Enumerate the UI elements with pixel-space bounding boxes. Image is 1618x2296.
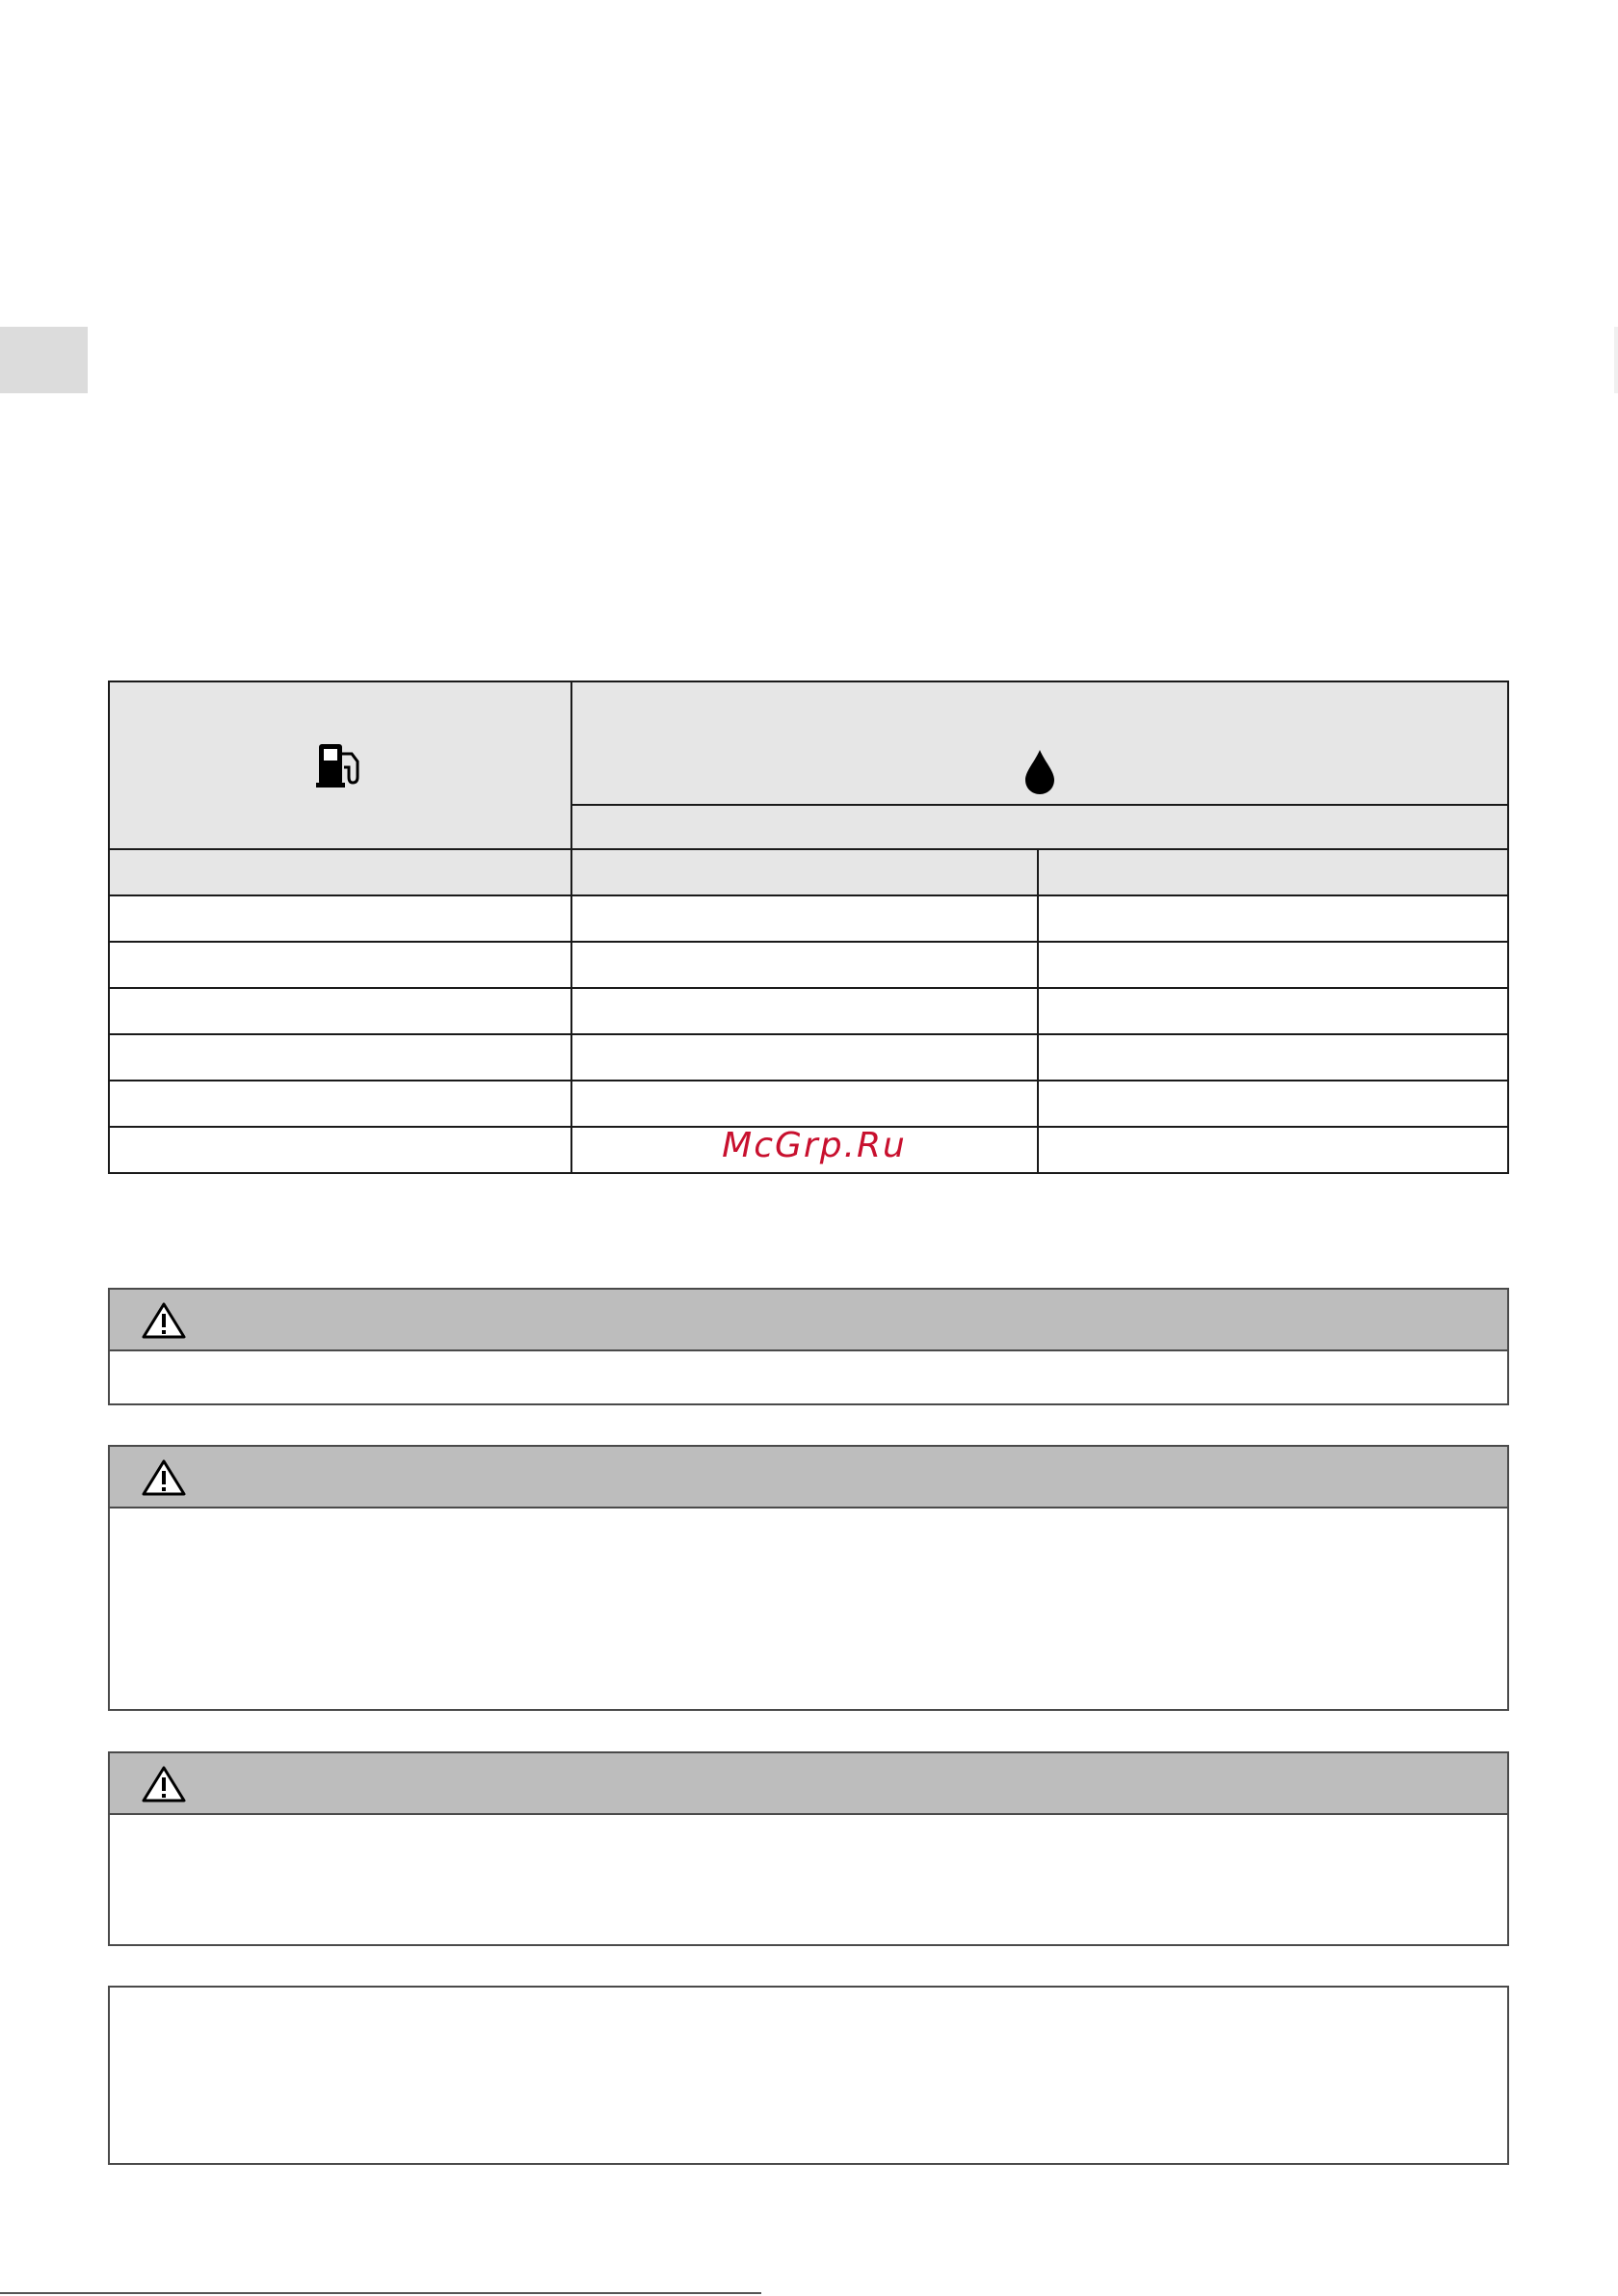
table-row [109, 1081, 1508, 1127]
table-row [109, 988, 1508, 1034]
table-header-cell [109, 849, 571, 895]
warning-header [110, 1290, 1507, 1351]
table-cell [109, 942, 571, 988]
table-cell [109, 1081, 571, 1127]
warning-header [110, 1447, 1507, 1508]
note-box [108, 1986, 1509, 2165]
table-cell [571, 942, 1038, 988]
table-row [109, 942, 1508, 988]
table-cell [1038, 1081, 1508, 1127]
warning-triangle-icon [141, 1765, 187, 1803]
table-header-cell [571, 849, 1038, 895]
warning-header [110, 1753, 1507, 1815]
fuel-header-cell [109, 681, 571, 849]
fuel-pump-icon [315, 740, 365, 790]
table-cell [109, 1034, 571, 1081]
footer-divider [0, 2292, 761, 2294]
table-cell [1038, 1127, 1508, 1173]
oil-subheader-cell [571, 805, 1508, 849]
table-cell [1038, 988, 1508, 1034]
table-cell [1038, 895, 1508, 942]
table-cell [571, 1034, 1038, 1081]
table-row [109, 1034, 1508, 1081]
warning-box [108, 1751, 1509, 1946]
table-cell [571, 988, 1038, 1034]
warning-box [108, 1445, 1509, 1711]
table-cell [1038, 942, 1508, 988]
edge-mark [1614, 327, 1618, 393]
warning-triangle-icon [141, 1301, 187, 1340]
warning-box [108, 1288, 1509, 1405]
table-cell [571, 1081, 1038, 1127]
table-cell [109, 895, 571, 942]
fuel-oil-mix-table [108, 681, 1509, 1174]
table-cell [571, 895, 1038, 942]
watermark-text: McGrp.Ru [722, 1126, 907, 1165]
table-header-row [109, 849, 1508, 895]
table-cell [1038, 1034, 1508, 1081]
table-cell [109, 988, 571, 1034]
oil-drop-icon [1023, 748, 1056, 796]
section-tab [0, 327, 88, 393]
warning-triangle-icon [141, 1458, 187, 1497]
table-row [109, 895, 1508, 942]
oil-header-cell [571, 681, 1508, 805]
table-cell [109, 1127, 571, 1173]
table-header-cell [1038, 849, 1508, 895]
